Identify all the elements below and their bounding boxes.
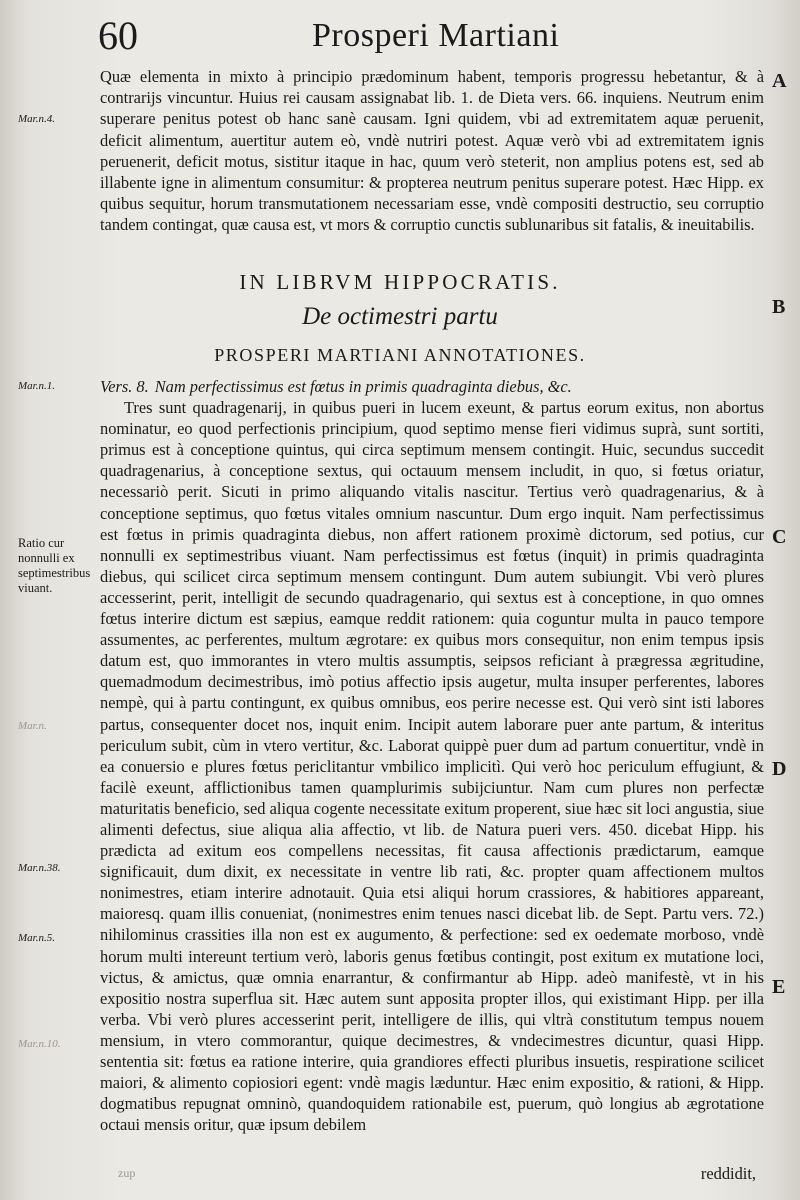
side-letter-b: B (772, 296, 786, 318)
side-letter-e: E (772, 976, 786, 998)
section-subtitle: De octimestri partu (302, 303, 498, 330)
top-paragraph (100, 66, 764, 236)
margin-ref: Mar.n.38. (18, 862, 61, 874)
catchword: reddidit, (700, 1164, 756, 1183)
verse-text: Nam perfectissimus est fœtus in primis quadraginta diebus, &c. (154, 377, 572, 396)
section-title: IN LIBRVM HIPPOCRATIS. (239, 270, 561, 294)
top-paragraph-text: Quæ elementa in mixto à principio prædominum habent, temporis progressu hebetantur, & à contrarijs vincuntur. Huius rei causam assignabat lib. 1. de Dieta vers. 66. inquiens. Neutrum enim superare penitus potest ob hanc sanè causam. Igni quidem, vbi ad extremitatem aquæ peruenit, deficit alimentum, auertitur autem eò, vndè nutriri potest. Aquæ verò vbi ad extremitatem ignis peruenerit, deficit motus, sistitur itaque in hac, quum verò steterit, non amplius potens est, sed ab illabente igne in alimentum consumitur: & propterea neutrum penitus superare potest. Hæc Hipp. ex quibus sequitur, horum transmutationem necessariam esse, vndè compositi destructio, seu corruptio tandem contingat, quæ causa est, vt mors & corruptio cunctis sublunaribus sit fatalis, & ineuitabilis. (100, 67, 764, 235)
verse-label: Vers. 8. (100, 377, 149, 396)
side-letter-d: D (772, 758, 787, 780)
side-letter-a: A (772, 70, 787, 92)
margin-ref: Mar.n.4. (18, 113, 55, 125)
margin-gloss: Ratio cur nonnulli ex septimestribus viuant. (18, 536, 91, 595)
page-number: 60 (98, 13, 138, 58)
margin-ref: Mar.n.5. (18, 932, 55, 944)
side-letter-c: C (772, 526, 787, 548)
commentary-block (100, 376, 764, 1135)
annotations-title: PROSPERI MARTIANI ANNOTATIONES. (214, 345, 586, 365)
margin-ref-faint: Mar.n.10. (18, 1038, 61, 1050)
running-title: Prosperi Martiani (312, 17, 560, 54)
verse-line (100, 376, 764, 397)
footer-faint-text: zup (118, 1166, 136, 1180)
margin-ref: Mar.n.1. (18, 380, 55, 392)
commentary-text: Tres sunt quadragenarij, in quibus pueri in lucem exeunt, & partus eorum exitus, non abortus nominatur, eo quod perfectionis principium, quod septimo mense fieri vidimus suprà, sunt sortiti, primus est à conceptione quintus, qui circa septimum mensem contingit. Huic, secundus succedit quadragenarius, à conceptione sextus, qui octauum mensem includit, in quo, si fœtus oriatur, necessariò perit. Sicuti in primo aliquando vitalis nascitur. Tertius verò quadragenarius, & à conceptione septimus, quo fœtus vitales omnium nascuntur. Dum ergo inquit. Nam perfectissimus est fœtus in primis quadraginta diebus, non affert rationem proximè dictorum, sed potius, cur nonnulli ex septimestribus viuant. Nam perfectissimus est fœtus (inquit) in primis quadraginta diebus, qui scilicet circa septimum mensem contingunt. Dum autem subiungit. Vbi verò plures accesserint, perit, intelligit de secundo quadragenario, qui sextus est à conceptione, in quo omnes fœtus interire dictum est sæpius, eamque reddit rationem: quia coguntur multa in pauco tempore assumentes, ac perferentes, multum ægrotare: ex quibus mors consequitur, non enim tempus ipsis datum est, quo immorantes in vtero multis assumptis, seipsos reficiant à prægressa ægritudine, quemadmodum decimestribus, imò potius affectio ipsis augetur, multa insuper perferentes, labores nempè, qui à partu contingunt, ex quibus omnibus, eos perire necesse est. Qui verò sint isti labores partus, consequenter docet nos, inquit enim. Incipit autem laborare puer ante partum, & interitus periculum subit, cùm in vtero vertitur, &c. Laborat quippè puer dum ad partum conuertitur, vndè in ea conuersio e plures fœtus periclitantur vmbilico implicitì. Qui verò hoc periculum effugiunt, & facilè exeunt, afflictionibus tamen quamplurimis subijciuntur. Nam cum plures non perfectæ maturitatis beneficio, sed aliqua cogente necessitate exitum properent, siue hæc sit loci angustia, siue alimenti defectus, siue aliqua alia affectio, vt lib. de Natura pueri vers. 450. dicebat Hipp. his prædicta ad exitum eos compellens necessitas, fit causa affectionis prædictarum, eamque significauit, dum dixit, ex necessitate in ventre lib rati, &c. propter quam affectionem multos nonimestres, etiam interire adnotauit. Quia etsi aliqui horum crassiores, & habitiores appareant, maioresq. quam illis conueniat, (nonimestres enim tenues nasci dicebat lib. de Sept. Partu vers. 72.) nihilominus crassities illa non est ex augumento, & perfectione: sed ex oedemate morboso, vndè horum multi intereunt tertium verò, laboris genus fœtibus contingit, post exitum ex mutatione loci, victus, & amictus, quæ omnia enarrantur, & confirmantur ab Hipp. adeò manifestè, vt in his expositio nostra superflua sit. Hæc autem sunt apposita propter illos, qui existimant Hipp. per illa verba. Vbi verò plures accesserint perit, intelligere de illis, qui vltrà constitutum tempus nouem mensium, in vtero commorantur, quique decimestres, & vndecimestres dicuntur, quasi Hipp. sententia sit: fœtus ea ratione interire, quia grandiores effecti pluribus insuetis, respiratione scilicet maiori, & alimento copiosiori egent: vndè magis læduntur. Hæc enim expositio, & rationi, & Hipp. dogmatibus repugnat omninò, quandoquidem rationabile est, puerum, quò longius ab ægrotatione octaui mensis oritur, quæ ipsum debilem (100, 398, 764, 1135)
margin-ref-faint: Mar.n. (18, 720, 47, 732)
